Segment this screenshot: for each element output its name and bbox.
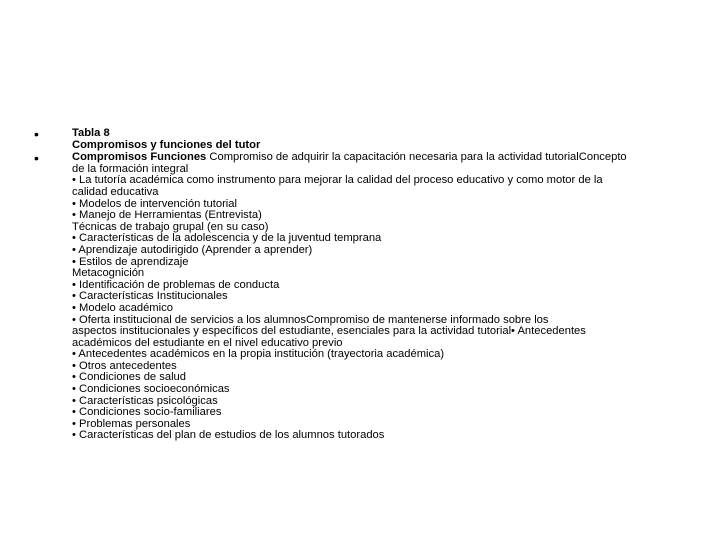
commitments-heading: Compromisos Funciones	[72, 151, 207, 164]
commitment-line: • Características psicológicas	[72, 394, 218, 407]
commitment-line: • Aprendizaje autodirigido (Aprender a aprender)	[72, 243, 313, 256]
commitment-line: • Características del plan de estudios de los alumnos tutorados	[72, 429, 385, 442]
commitment-line: • Antecedentes académicos en la propia institución (trayectoria académica)	[72, 348, 445, 361]
commitment-line: • Manejo de Herramientas (Entrevista)	[72, 209, 262, 222]
commitment-line: de la formación integral	[72, 162, 189, 175]
commitment-line: • La tutoría académica como instrumento para mejorar la calidad del proceso educativo y como motor de la	[72, 174, 603, 187]
commitment-line: • Características de la adolescencia y de la juventud temprana	[72, 232, 382, 245]
commitment-line: • Condiciones de salud	[72, 371, 186, 384]
commitment-line: • Estilos de aprendizaje	[72, 255, 189, 268]
commitment-line: • Modelos de intervención tutorial	[72, 197, 237, 210]
commitments-first-text: Compromiso de adquirir la capacitación necesaria para la actividad tutorialConcepto	[206, 151, 627, 164]
commitment-line: • Modelo académico	[72, 301, 173, 314]
commitment-line: calidad educativa	[72, 185, 159, 198]
bullet-item-commitments	[34, 152, 694, 442]
commitment-line: Técnicas de trabajo grupal (en su caso)	[72, 220, 269, 233]
commitment-line: Metacognición	[72, 267, 145, 280]
commitment-line: • Condiciones socioeconómicas	[72, 383, 230, 396]
table-title: Compromisos y funciones del tutor	[72, 138, 261, 151]
bullet-marker: •	[34, 150, 39, 167]
commitment-line: • Características Institucionales	[72, 290, 228, 303]
commitment-line: • Condiciones socio-familiares	[72, 406, 222, 419]
bullet-item-table-title	[34, 128, 694, 151]
commitment-line: • Oferta institucional de servicios a los alumnosCompromiso de mantenerse informado sobre los	[72, 313, 549, 326]
commitment-line: • Problemas personales	[72, 417, 191, 430]
commitment-line: • Otros antecedentes	[72, 359, 177, 372]
table-number: Tabla 8	[72, 127, 110, 139]
bullet-marker: •	[34, 126, 39, 142]
bullet-list	[34, 128, 694, 442]
commitment-line: • Identificación de problemas de conducta	[72, 278, 280, 291]
commitments-lines	[72, 164, 694, 442]
commitment-line: aspectos institucionales y específicos del estudiante, esenciales para la actividad tutorial• Antecedentes	[72, 325, 586, 338]
commitment-line: académicos del estudiante en el nivel educativo previo	[72, 336, 343, 349]
